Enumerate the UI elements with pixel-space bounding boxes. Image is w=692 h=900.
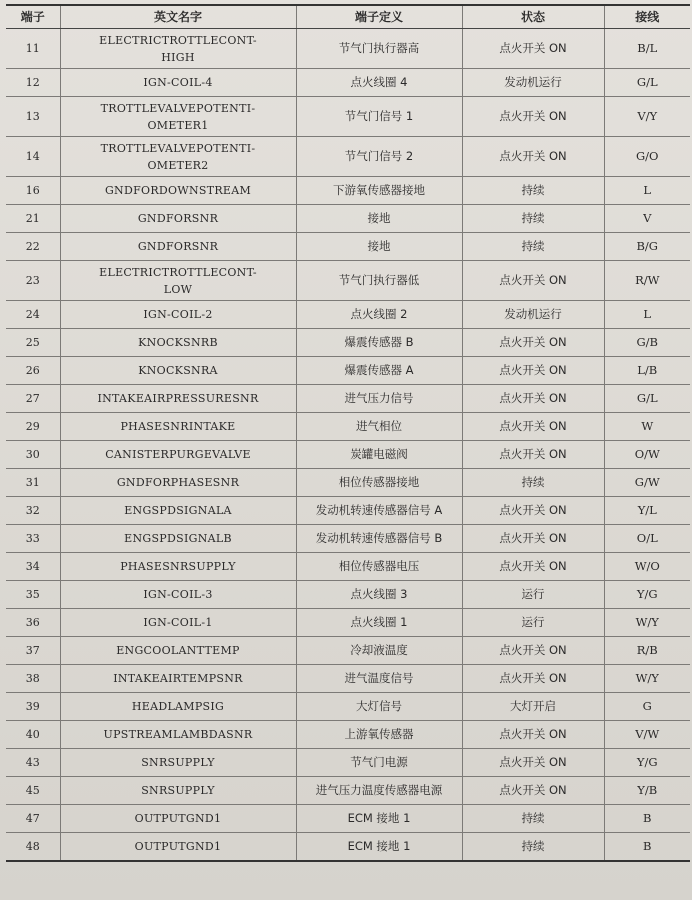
wire-cell: B/G	[604, 233, 690, 261]
definition-cell: 接地	[296, 233, 462, 261]
terminal-cell: 14	[6, 137, 60, 177]
name-cell: HEADLAMPSIG	[60, 693, 296, 721]
state-cell: 点火开关 ON	[462, 721, 604, 749]
terminal-cell: 37	[6, 637, 60, 665]
terminal-cell: 29	[6, 413, 60, 441]
name-cell: CANISTERPURGEVALVE	[60, 441, 296, 469]
header-definition: 端子定义	[296, 5, 462, 29]
table-row	[6, 69, 690, 97]
name-cell: ENGCOOLANTTEMP	[60, 637, 296, 665]
state-cell: 点火开关 ON	[462, 749, 604, 777]
definition-cell: 爆震传感器 A	[296, 357, 462, 385]
definition-cell: 炭罐电磁阀	[296, 441, 462, 469]
definition-cell: 节气门执行器高	[296, 29, 462, 69]
table-row	[6, 261, 690, 301]
table-row	[6, 177, 690, 205]
name-cell: KNOCKSNRB	[60, 329, 296, 357]
terminal-cell: 23	[6, 261, 60, 301]
wire-cell: G/L	[604, 385, 690, 413]
wire-cell: G/L	[604, 69, 690, 97]
state-cell: 持续	[462, 805, 604, 833]
header-state: 状态	[462, 5, 604, 29]
terminal-cell: 31	[6, 469, 60, 497]
terminal-cell: 38	[6, 665, 60, 693]
name-cell: ENGSPDSIGNALA	[60, 497, 296, 525]
name-cell: GNDFORDOWNSTREAM	[60, 177, 296, 205]
table-row	[6, 301, 690, 329]
terminal-cell: 12	[6, 69, 60, 97]
state-cell: 运行	[462, 581, 604, 609]
table-row	[6, 233, 690, 261]
table-row	[6, 553, 690, 581]
name-cell: GNDFORSNR	[60, 205, 296, 233]
name-cell: GNDFORSNR	[60, 233, 296, 261]
name-cell: SNRSUPPLY	[60, 777, 296, 805]
name-cell: PHASESNRSUPPLY	[60, 553, 296, 581]
state-cell: 点火开关 ON	[462, 97, 604, 137]
definition-cell: 接地	[296, 205, 462, 233]
header-name: 英文名字	[60, 5, 296, 29]
definition-cell: 发动机转速传感器信号 A	[296, 497, 462, 525]
definition-cell: 节气门电源	[296, 749, 462, 777]
wire-cell: O/L	[604, 525, 690, 553]
definition-cell: 下游氧传感器接地	[296, 177, 462, 205]
state-cell: 运行	[462, 609, 604, 637]
table-row	[6, 137, 690, 177]
terminal-cell: 40	[6, 721, 60, 749]
wire-cell: V/W	[604, 721, 690, 749]
name-cell: OUTPUTGND1	[60, 833, 296, 862]
wire-cell: B/L	[604, 29, 690, 69]
wire-cell: G/W	[604, 469, 690, 497]
table-row	[6, 777, 690, 805]
wire-cell: L	[604, 301, 690, 329]
terminal-cell: 45	[6, 777, 60, 805]
state-cell: 持续	[462, 833, 604, 862]
table-row	[6, 97, 690, 137]
wire-cell: Y/L	[604, 497, 690, 525]
terminal-cell: 11	[6, 29, 60, 69]
table-row	[6, 205, 690, 233]
table-row	[6, 329, 690, 357]
wire-cell: R/W	[604, 261, 690, 301]
table-body	[6, 29, 690, 862]
table-row	[6, 29, 690, 69]
table-row	[6, 693, 690, 721]
definition-cell: 点火线圈 1	[296, 609, 462, 637]
terminal-cell: 34	[6, 553, 60, 581]
header-terminal: 端子	[6, 5, 60, 29]
terminal-cell: 30	[6, 441, 60, 469]
terminal-cell: 21	[6, 205, 60, 233]
state-cell: 点火开关 ON	[462, 137, 604, 177]
name-cell: INTAKEAIRTEMPSNR	[60, 665, 296, 693]
table-header-row	[6, 5, 690, 29]
terminal-cell: 35	[6, 581, 60, 609]
wire-cell: R/B	[604, 637, 690, 665]
table-row	[6, 469, 690, 497]
name-cell: UPSTREAMLAMBDASNR	[60, 721, 296, 749]
wire-cell: Y/G	[604, 749, 690, 777]
table-row	[6, 413, 690, 441]
state-cell: 持续	[462, 177, 604, 205]
state-cell: 点火开关 ON	[462, 329, 604, 357]
name-cell: GNDFORPHASESNR	[60, 469, 296, 497]
terminal-cell: 32	[6, 497, 60, 525]
terminal-cell: 48	[6, 833, 60, 862]
name-cell: ENGSPDSIGNALB	[60, 525, 296, 553]
wire-cell: W/Y	[604, 665, 690, 693]
terminal-cell: 22	[6, 233, 60, 261]
terminal-cell: 13	[6, 97, 60, 137]
table-row	[6, 721, 690, 749]
definition-cell: ECM 接地 1	[296, 805, 462, 833]
table-row	[6, 805, 690, 833]
ecm-terminal-table	[6, 4, 690, 862]
name-cell: TROTTLEVALVEPOTENTI- OMETER1	[60, 97, 296, 137]
state-cell: 发动机运行	[462, 301, 604, 329]
definition-cell: 节气门执行器低	[296, 261, 462, 301]
definition-cell: 节气门信号 2	[296, 137, 462, 177]
state-cell: 持续	[462, 233, 604, 261]
table-row	[6, 581, 690, 609]
definition-cell: 相位传感器电压	[296, 553, 462, 581]
state-cell: 发动机运行	[462, 69, 604, 97]
table-row	[6, 609, 690, 637]
table-row	[6, 357, 690, 385]
terminal-cell: 24	[6, 301, 60, 329]
name-cell: IGN-COIL-3	[60, 581, 296, 609]
state-cell: 点火开关 ON	[462, 29, 604, 69]
table-row	[6, 525, 690, 553]
definition-cell: ECM 接地 1	[296, 833, 462, 862]
table-row	[6, 833, 690, 862]
definition-cell: 点火线圈 2	[296, 301, 462, 329]
state-cell: 点火开关 ON	[462, 665, 604, 693]
terminal-cell: 43	[6, 749, 60, 777]
header-wire: 接线	[604, 5, 690, 29]
name-cell: IGN-COIL-1	[60, 609, 296, 637]
definition-cell: 大灯信号	[296, 693, 462, 721]
definition-cell: 发动机转速传感器信号 B	[296, 525, 462, 553]
wire-cell: G	[604, 693, 690, 721]
state-cell: 大灯开启	[462, 693, 604, 721]
state-cell: 点火开关 ON	[462, 497, 604, 525]
wire-cell: L	[604, 177, 690, 205]
wire-cell: B	[604, 805, 690, 833]
definition-cell: 进气压力信号	[296, 385, 462, 413]
wire-cell: Y/B	[604, 777, 690, 805]
definition-cell: 点火线圈 4	[296, 69, 462, 97]
state-cell: 持续	[462, 205, 604, 233]
wire-cell: W/Y	[604, 609, 690, 637]
definition-cell: 点火线圈 3	[296, 581, 462, 609]
terminal-cell: 47	[6, 805, 60, 833]
wire-cell: W/O	[604, 553, 690, 581]
state-cell: 点火开关 ON	[462, 777, 604, 805]
definition-cell: 爆震传感器 B	[296, 329, 462, 357]
terminal-cell: 16	[6, 177, 60, 205]
terminal-cell: 39	[6, 693, 60, 721]
terminal-cell: 27	[6, 385, 60, 413]
name-cell: TROTTLEVALVEPOTENTI- OMETER2	[60, 137, 296, 177]
wire-cell: G/B	[604, 329, 690, 357]
definition-cell: 冷却液温度	[296, 637, 462, 665]
table-row	[6, 665, 690, 693]
name-cell: KNOCKSNRA	[60, 357, 296, 385]
state-cell: 持续	[462, 469, 604, 497]
wire-cell: V	[604, 205, 690, 233]
terminal-cell: 33	[6, 525, 60, 553]
name-cell: IGN-COIL-4	[60, 69, 296, 97]
state-cell: 点火开关 ON	[462, 525, 604, 553]
table-row	[6, 637, 690, 665]
state-cell: 点火开关 ON	[462, 637, 604, 665]
terminal-cell: 26	[6, 357, 60, 385]
state-cell: 点火开关 ON	[462, 441, 604, 469]
table-row	[6, 441, 690, 469]
state-cell: 点火开关 ON	[462, 413, 604, 441]
wire-cell: G/O	[604, 137, 690, 177]
wire-cell: B	[604, 833, 690, 862]
name-cell: ELECTRICTROTTLECONT- LOW	[60, 261, 296, 301]
name-cell: SNRSUPPLY	[60, 749, 296, 777]
state-cell: 点火开关 ON	[462, 261, 604, 301]
definition-cell: 相位传感器接地	[296, 469, 462, 497]
terminal-cell: 36	[6, 609, 60, 637]
name-cell: IGN-COIL-2	[60, 301, 296, 329]
name-cell: INTAKEAIRPRESSURESNR	[60, 385, 296, 413]
definition-cell: 进气相位	[296, 413, 462, 441]
definition-cell: 上游氧传感器	[296, 721, 462, 749]
wire-cell: W	[604, 413, 690, 441]
name-cell: PHASESNRINTAKE	[60, 413, 296, 441]
terminal-cell: 25	[6, 329, 60, 357]
wire-cell: Y/G	[604, 581, 690, 609]
state-cell: 点火开关 ON	[462, 385, 604, 413]
definition-cell: 进气压力温度传感器电源	[296, 777, 462, 805]
wire-cell: O/W	[604, 441, 690, 469]
definition-cell: 进气温度信号	[296, 665, 462, 693]
wire-cell: V/Y	[604, 97, 690, 137]
definition-cell: 节气门信号 1	[296, 97, 462, 137]
table-row	[6, 749, 690, 777]
state-cell: 点火开关 ON	[462, 553, 604, 581]
state-cell: 点火开关 ON	[462, 357, 604, 385]
wire-cell: L/B	[604, 357, 690, 385]
table-row	[6, 385, 690, 413]
name-cell: ELECTRICTROTTLECONT- HIGH	[60, 29, 296, 69]
name-cell: OUTPUTGND1	[60, 805, 296, 833]
table-row	[6, 497, 690, 525]
